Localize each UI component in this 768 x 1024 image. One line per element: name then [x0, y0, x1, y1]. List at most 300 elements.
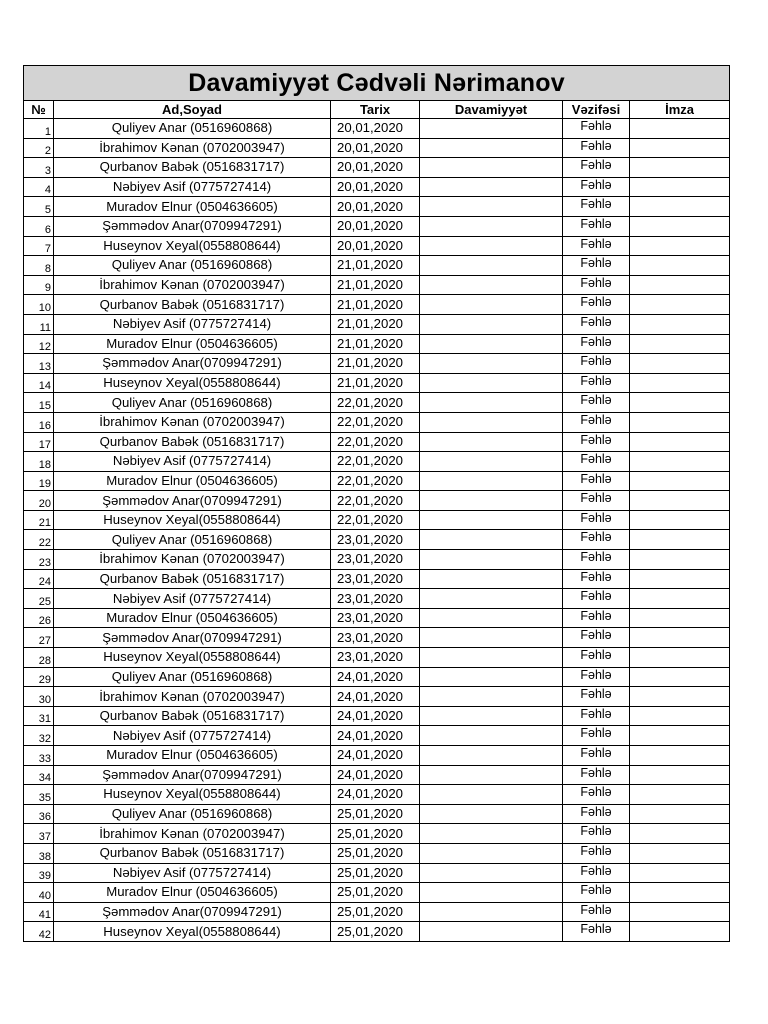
row-number: 12	[24, 334, 54, 354]
attendance-cell	[420, 628, 563, 648]
signature-cell	[630, 785, 730, 805]
table-row	[24, 843, 730, 863]
attendance-date: 24,01,2020	[331, 667, 420, 687]
attendance-cell	[420, 902, 563, 922]
attendance-date: 23,01,2020	[331, 648, 420, 668]
table-row	[24, 804, 730, 824]
row-number: 41	[24, 902, 54, 922]
employee-name: Quliyev Anar (0516960868)	[54, 530, 331, 550]
row-number: 14	[24, 373, 54, 393]
row-number: 24	[24, 569, 54, 589]
employee-name: Huseynov Xeyal(0558808644)	[54, 785, 331, 805]
attendance-cell	[420, 765, 563, 785]
signature-cell	[630, 373, 730, 393]
position-cell: Fəhlə	[563, 804, 630, 824]
sheet-title: Davamiyyət Cədvəli Nərimanov	[24, 66, 730, 101]
row-number: 1	[24, 119, 54, 139]
employee-name: Muradov Elnur (0504636605)	[54, 334, 331, 354]
position-cell: Fəhlə	[563, 785, 630, 805]
attendance-cell	[420, 824, 563, 844]
employee-name: Huseynov Xeyal(0558808644)	[54, 373, 331, 393]
signature-cell	[630, 158, 730, 178]
attendance-table	[23, 65, 730, 942]
signature-cell	[630, 510, 730, 530]
position-cell: Fəhlə	[563, 138, 630, 158]
signature-cell	[630, 354, 730, 374]
attendance-date: 21,01,2020	[331, 275, 420, 295]
attendance-date: 24,01,2020	[331, 687, 420, 707]
row-number: 10	[24, 295, 54, 315]
signature-cell	[630, 177, 730, 197]
attendance-date: 25,01,2020	[331, 922, 420, 942]
attendance-date: 22,01,2020	[331, 510, 420, 530]
employee-name: Nəbiyev Asif (0775727414)	[54, 589, 331, 609]
attendance-date: 24,01,2020	[331, 726, 420, 746]
employee-name: Şəmmədov Anar(0709947291)	[54, 902, 331, 922]
signature-cell	[630, 471, 730, 491]
attendance-date: 23,01,2020	[331, 550, 420, 570]
row-number: 33	[24, 746, 54, 766]
employee-name: Qurbanov Babək (0516831717)	[54, 158, 331, 178]
row-number: 2	[24, 138, 54, 158]
attendance-cell	[420, 256, 563, 276]
header-name: Ad,Soyad	[54, 101, 331, 119]
row-number: 36	[24, 804, 54, 824]
row-number: 8	[24, 256, 54, 276]
table-row	[24, 471, 730, 491]
attendance-date: 24,01,2020	[331, 765, 420, 785]
row-number: 37	[24, 824, 54, 844]
row-number: 27	[24, 628, 54, 648]
row-number: 32	[24, 726, 54, 746]
table-row	[24, 119, 730, 139]
table-row	[24, 726, 730, 746]
employee-name: Quliyev Anar (0516960868)	[54, 393, 331, 413]
attendance-cell	[420, 863, 563, 883]
row-number: 42	[24, 922, 54, 942]
employee-name: Huseynov Xeyal(0558808644)	[54, 510, 331, 530]
position-cell: Fəhlə	[563, 863, 630, 883]
row-number: 40	[24, 883, 54, 903]
table-row	[24, 550, 730, 570]
attendance-cell	[420, 589, 563, 609]
table-row	[24, 295, 730, 315]
row-number: 18	[24, 452, 54, 472]
attendance-date: 20,01,2020	[331, 177, 420, 197]
table-row	[24, 334, 730, 354]
position-cell: Fəhlə	[563, 216, 630, 236]
signature-cell	[630, 275, 730, 295]
attendance-sheet	[23, 65, 729, 942]
employee-name: Muradov Elnur (0504636605)	[54, 197, 331, 217]
attendance-cell	[420, 295, 563, 315]
signature-cell	[630, 843, 730, 863]
header-signature: İmza	[630, 101, 730, 119]
signature-cell	[630, 138, 730, 158]
header-position: Vəzifəsi	[563, 101, 630, 119]
table-row	[24, 706, 730, 726]
position-cell: Fəhlə	[563, 452, 630, 472]
position-cell: Fəhlə	[563, 922, 630, 942]
employee-name: Huseynov Xeyal(0558808644)	[54, 236, 331, 256]
attendance-cell	[420, 412, 563, 432]
position-cell: Fəhlə	[563, 334, 630, 354]
table-row	[24, 491, 730, 511]
signature-cell	[630, 608, 730, 628]
signature-cell	[630, 726, 730, 746]
table-row	[24, 648, 730, 668]
row-number: 34	[24, 765, 54, 785]
position-cell: Fəhlə	[563, 471, 630, 491]
row-number: 35	[24, 785, 54, 805]
signature-cell	[630, 863, 730, 883]
row-number: 28	[24, 648, 54, 668]
attendance-cell	[420, 471, 563, 491]
attendance-date: 25,01,2020	[331, 824, 420, 844]
header-row	[24, 101, 730, 119]
position-cell: Fəhlə	[563, 354, 630, 374]
position-cell: Fəhlə	[563, 550, 630, 570]
position-cell: Fəhlə	[563, 373, 630, 393]
table-row	[24, 687, 730, 707]
attendance-date: 23,01,2020	[331, 628, 420, 648]
employee-name: Şəmmədov Anar(0709947291)	[54, 765, 331, 785]
attendance-date: 24,01,2020	[331, 746, 420, 766]
row-number: 11	[24, 314, 54, 334]
signature-cell	[630, 667, 730, 687]
signature-cell	[630, 902, 730, 922]
position-cell: Fəhlə	[563, 510, 630, 530]
employee-name: İbrahimov Kənan (0702003947)	[54, 687, 331, 707]
table-row	[24, 197, 730, 217]
position-cell: Fəhlə	[563, 883, 630, 903]
attendance-cell	[420, 510, 563, 530]
attendance-cell	[420, 197, 563, 217]
attendance-date: 21,01,2020	[331, 314, 420, 334]
header-date: Tarix	[331, 101, 420, 119]
table-row	[24, 785, 730, 805]
signature-cell	[630, 412, 730, 432]
attendance-date: 22,01,2020	[331, 471, 420, 491]
table-row	[24, 530, 730, 550]
attendance-cell	[420, 491, 563, 511]
attendance-cell	[420, 334, 563, 354]
employee-name: Quliyev Anar (0516960868)	[54, 667, 331, 687]
signature-cell	[630, 746, 730, 766]
employee-name: Şəmmədov Anar(0709947291)	[54, 628, 331, 648]
row-number: 23	[24, 550, 54, 570]
row-number: 5	[24, 197, 54, 217]
table-row	[24, 746, 730, 766]
table-row	[24, 432, 730, 452]
table-row	[24, 569, 730, 589]
attendance-cell	[420, 922, 563, 942]
table-row	[24, 393, 730, 413]
attendance-date: 22,01,2020	[331, 491, 420, 511]
row-number: 31	[24, 706, 54, 726]
employee-name: Qurbanov Babək (0516831717)	[54, 295, 331, 315]
signature-cell	[630, 589, 730, 609]
table-row	[24, 177, 730, 197]
employee-name: Qurbanov Babək (0516831717)	[54, 706, 331, 726]
table-row	[24, 354, 730, 374]
employee-name: Qurbanov Babək (0516831717)	[54, 569, 331, 589]
position-cell: Fəhlə	[563, 119, 630, 139]
signature-cell	[630, 314, 730, 334]
signature-cell	[630, 216, 730, 236]
attendance-cell	[420, 687, 563, 707]
signature-cell	[630, 432, 730, 452]
table-row	[24, 452, 730, 472]
employee-name: İbrahimov Kənan (0702003947)	[54, 824, 331, 844]
attendance-date: 22,01,2020	[331, 452, 420, 472]
employee-name: İbrahimov Kənan (0702003947)	[54, 412, 331, 432]
signature-cell	[630, 550, 730, 570]
attendance-cell	[420, 667, 563, 687]
attendance-date: 21,01,2020	[331, 295, 420, 315]
position-cell: Fəhlə	[563, 843, 630, 863]
position-cell: Fəhlə	[563, 569, 630, 589]
table-row	[24, 902, 730, 922]
position-cell: Fəhlə	[563, 314, 630, 334]
signature-cell	[630, 883, 730, 903]
position-cell: Fəhlə	[563, 902, 630, 922]
row-number: 22	[24, 530, 54, 550]
employee-name: Nəbiyev Asif (0775727414)	[54, 726, 331, 746]
position-cell: Fəhlə	[563, 432, 630, 452]
attendance-cell	[420, 804, 563, 824]
employee-name: Şəmmədov Anar(0709947291)	[54, 491, 331, 511]
table-row	[24, 765, 730, 785]
signature-cell	[630, 648, 730, 668]
attendance-cell	[420, 275, 563, 295]
attendance-cell	[420, 746, 563, 766]
employee-name: Muradov Elnur (0504636605)	[54, 608, 331, 628]
table-row	[24, 216, 730, 236]
row-number: 4	[24, 177, 54, 197]
attendance-cell	[420, 354, 563, 374]
employee-name: Şəmmədov Anar(0709947291)	[54, 216, 331, 236]
header-number: №	[24, 101, 54, 119]
row-number: 25	[24, 589, 54, 609]
position-cell: Fəhlə	[563, 608, 630, 628]
position-cell: Fəhlə	[563, 256, 630, 276]
attendance-date: 22,01,2020	[331, 412, 420, 432]
position-cell: Fəhlə	[563, 412, 630, 432]
position-cell: Fəhlə	[563, 530, 630, 550]
row-number: 9	[24, 275, 54, 295]
row-number: 30	[24, 687, 54, 707]
row-number: 13	[24, 354, 54, 374]
signature-cell	[630, 765, 730, 785]
table-row	[24, 275, 730, 295]
position-cell: Fəhlə	[563, 177, 630, 197]
signature-cell	[630, 491, 730, 511]
attendance-cell	[420, 726, 563, 746]
employee-name: Huseynov Xeyal(0558808644)	[54, 922, 331, 942]
position-cell: Fəhlə	[563, 628, 630, 648]
attendance-date: 22,01,2020	[331, 393, 420, 413]
signature-cell	[630, 452, 730, 472]
table-row	[24, 412, 730, 432]
attendance-date: 23,01,2020	[331, 589, 420, 609]
signature-cell	[630, 804, 730, 824]
employee-name: İbrahimov Kənan (0702003947)	[54, 550, 331, 570]
table-row	[24, 589, 730, 609]
position-cell: Fəhlə	[563, 491, 630, 511]
attendance-date: 20,01,2020	[331, 119, 420, 139]
signature-cell	[630, 119, 730, 139]
signature-cell	[630, 628, 730, 648]
position-cell: Fəhlə	[563, 687, 630, 707]
position-cell: Fəhlə	[563, 158, 630, 178]
signature-cell	[630, 530, 730, 550]
signature-cell	[630, 824, 730, 844]
position-cell: Fəhlə	[563, 746, 630, 766]
row-number: 21	[24, 510, 54, 530]
table-row	[24, 824, 730, 844]
employee-name: Qurbanov Babək (0516831717)	[54, 843, 331, 863]
employee-name: İbrahimov Kənan (0702003947)	[54, 275, 331, 295]
attendance-cell	[420, 648, 563, 668]
signature-cell	[630, 687, 730, 707]
position-cell: Fəhlə	[563, 393, 630, 413]
signature-cell	[630, 922, 730, 942]
row-number: 20	[24, 491, 54, 511]
attendance-date: 21,01,2020	[331, 334, 420, 354]
row-number: 17	[24, 432, 54, 452]
attendance-date: 25,01,2020	[331, 883, 420, 903]
row-number: 29	[24, 667, 54, 687]
attendance-date: 20,01,2020	[331, 138, 420, 158]
attendance-date: 25,01,2020	[331, 843, 420, 863]
position-cell: Fəhlə	[563, 589, 630, 609]
attendance-date: 21,01,2020	[331, 256, 420, 276]
employee-name: Qurbanov Babək (0516831717)	[54, 432, 331, 452]
employee-name: İbrahimov Kənan (0702003947)	[54, 138, 331, 158]
employee-name: Nəbiyev Asif (0775727414)	[54, 177, 331, 197]
attendance-cell	[420, 158, 563, 178]
attendance-cell	[420, 530, 563, 550]
attendance-cell	[420, 236, 563, 256]
table-row	[24, 608, 730, 628]
row-number: 39	[24, 863, 54, 883]
employee-name: Quliyev Anar (0516960868)	[54, 119, 331, 139]
attendance-date: 25,01,2020	[331, 804, 420, 824]
position-cell: Fəhlə	[563, 824, 630, 844]
signature-cell	[630, 334, 730, 354]
employee-name: Quliyev Anar (0516960868)	[54, 804, 331, 824]
attendance-cell	[420, 883, 563, 903]
attendance-date: 21,01,2020	[331, 354, 420, 374]
table-row	[24, 256, 730, 276]
attendance-date: 20,01,2020	[331, 197, 420, 217]
employee-name: Muradov Elnur (0504636605)	[54, 883, 331, 903]
position-cell: Fəhlə	[563, 726, 630, 746]
attendance-date: 25,01,2020	[331, 863, 420, 883]
table-row	[24, 236, 730, 256]
attendance-date: 23,01,2020	[331, 569, 420, 589]
table-row	[24, 863, 730, 883]
employee-name: Muradov Elnur (0504636605)	[54, 746, 331, 766]
attendance-date: 25,01,2020	[331, 902, 420, 922]
attendance-cell	[420, 452, 563, 472]
table-row	[24, 314, 730, 334]
attendance-cell	[420, 314, 563, 334]
position-cell: Fəhlə	[563, 706, 630, 726]
attendance-date: 22,01,2020	[331, 432, 420, 452]
signature-cell	[630, 706, 730, 726]
attendance-cell	[420, 138, 563, 158]
position-cell: Fəhlə	[563, 648, 630, 668]
row-number: 38	[24, 843, 54, 863]
attendance-date: 21,01,2020	[331, 373, 420, 393]
attendance-cell	[420, 216, 563, 236]
employee-name: Şəmmədov Anar(0709947291)	[54, 354, 331, 374]
signature-cell	[630, 295, 730, 315]
row-number: 26	[24, 608, 54, 628]
position-cell: Fəhlə	[563, 197, 630, 217]
employee-name: Quliyev Anar (0516960868)	[54, 256, 331, 276]
table-row	[24, 158, 730, 178]
attendance-cell	[420, 608, 563, 628]
employee-name: Nəbiyev Asif (0775727414)	[54, 452, 331, 472]
table-row	[24, 138, 730, 158]
position-cell: Fəhlə	[563, 667, 630, 687]
row-number: 3	[24, 158, 54, 178]
attendance-cell	[420, 177, 563, 197]
row-number: 16	[24, 412, 54, 432]
table-row	[24, 883, 730, 903]
header-attendance: Davamiyyət	[420, 101, 563, 119]
table-row	[24, 628, 730, 648]
attendance-date: 24,01,2020	[331, 785, 420, 805]
attendance-date: 20,01,2020	[331, 158, 420, 178]
position-cell: Fəhlə	[563, 236, 630, 256]
employee-name: Muradov Elnur (0504636605)	[54, 471, 331, 491]
table-row	[24, 667, 730, 687]
attendance-date: 23,01,2020	[331, 608, 420, 628]
attendance-cell	[420, 569, 563, 589]
attendance-cell	[420, 393, 563, 413]
attendance-cell	[420, 785, 563, 805]
table-body	[24, 119, 730, 942]
row-number: 6	[24, 216, 54, 236]
position-cell: Fəhlə	[563, 275, 630, 295]
table-row	[24, 922, 730, 942]
attendance-date: 24,01,2020	[331, 706, 420, 726]
attendance-cell	[420, 550, 563, 570]
attendance-date: 20,01,2020	[331, 236, 420, 256]
signature-cell	[630, 569, 730, 589]
attendance-cell	[420, 373, 563, 393]
table-row	[24, 510, 730, 530]
attendance-cell	[420, 843, 563, 863]
position-cell: Fəhlə	[563, 765, 630, 785]
employee-name: Huseynov Xeyal(0558808644)	[54, 648, 331, 668]
signature-cell	[630, 256, 730, 276]
row-number: 15	[24, 393, 54, 413]
row-number: 7	[24, 236, 54, 256]
employee-name: Nəbiyev Asif (0775727414)	[54, 314, 331, 334]
position-cell: Fəhlə	[563, 295, 630, 315]
employee-name: Nəbiyev Asif (0775727414)	[54, 863, 331, 883]
attendance-date: 23,01,2020	[331, 530, 420, 550]
row-number: 19	[24, 471, 54, 491]
table-row	[24, 373, 730, 393]
signature-cell	[630, 197, 730, 217]
attendance-date: 20,01,2020	[331, 216, 420, 236]
